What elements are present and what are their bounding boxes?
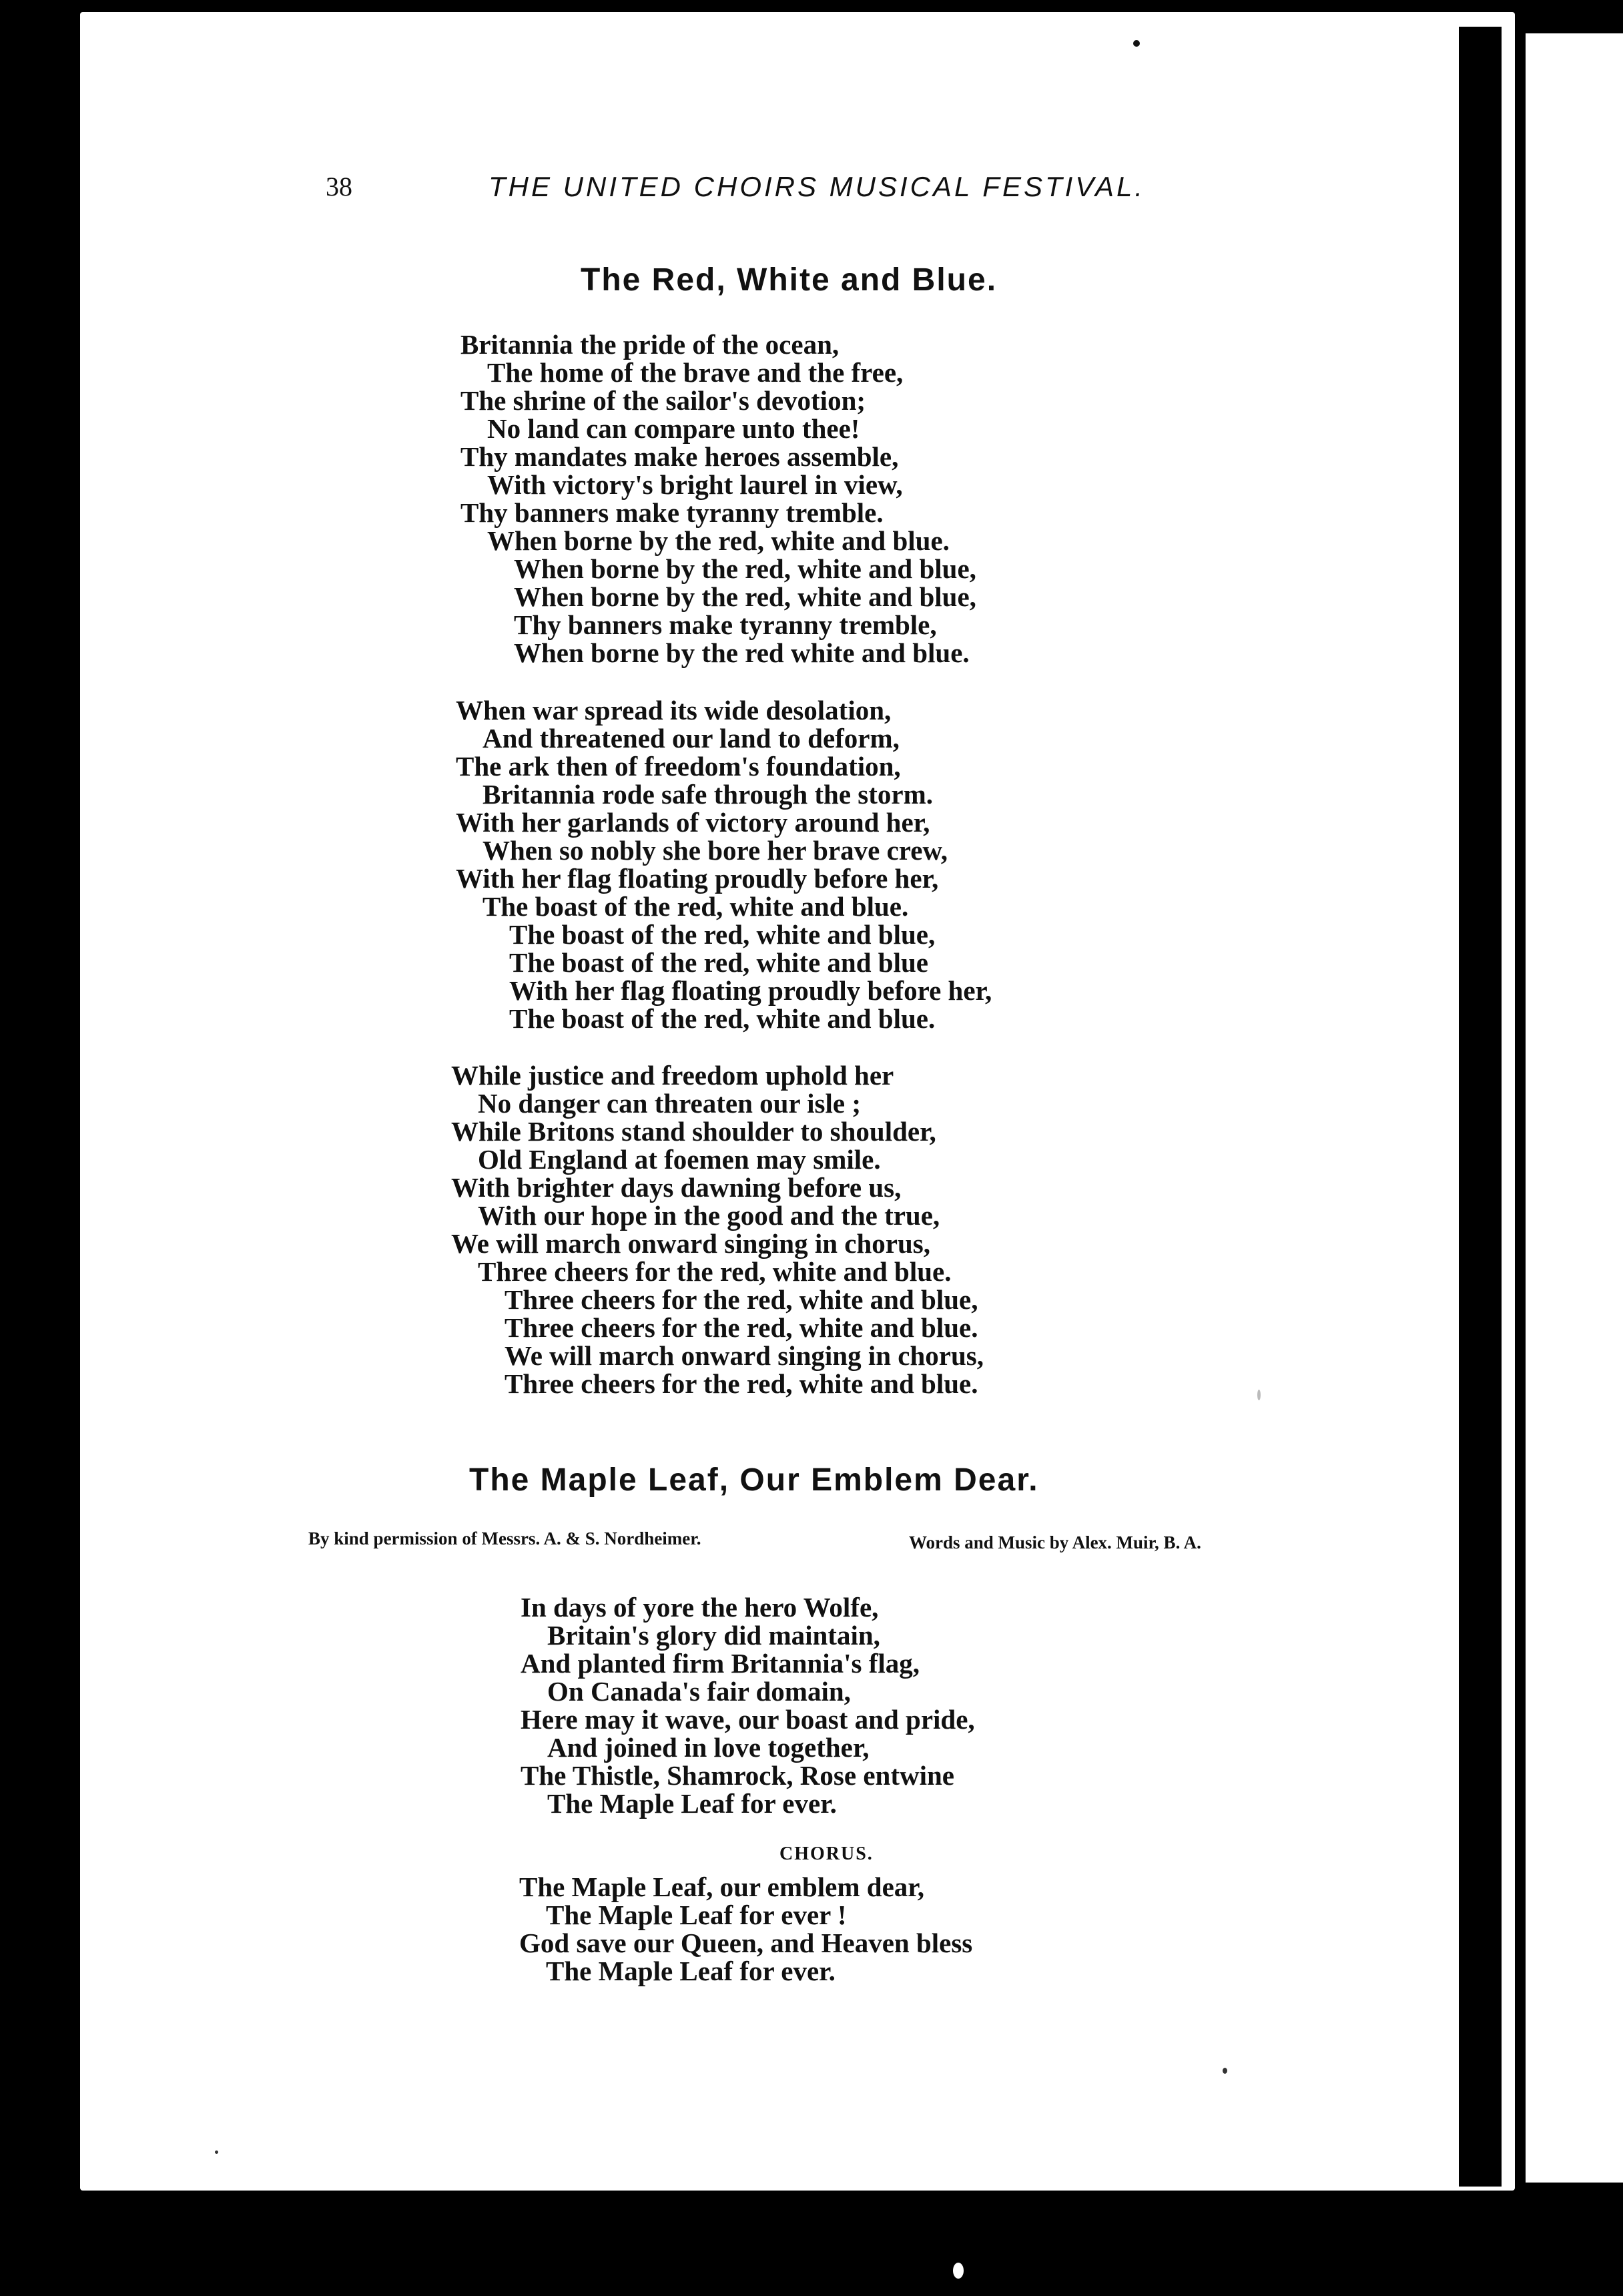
poem-line: The home of the brave and the free, <box>487 357 904 388</box>
poem-line: The boast of the red, white and blue <box>509 947 928 978</box>
song-title-red-white-blue: The Red, White and Blue. <box>581 262 998 298</box>
scan-speck <box>953 2263 964 2279</box>
poem-line: When borne by the red white and blue. <box>514 637 970 668</box>
poem-line: Britain's glory did maintain, <box>547 1620 880 1651</box>
poem-line: The Thistle, Shamrock, Rose entwine <box>521 1760 954 1791</box>
poem-line: When so nobly she bore her brave crew, <box>482 835 948 866</box>
page-number: 38 <box>326 172 352 202</box>
poem-line: While justice and freedom uphold her <box>451 1060 894 1091</box>
poem-line: Thy banners make tyranny tremble. <box>460 497 884 528</box>
poem-line: The boast of the red, white and blue, <box>509 919 936 950</box>
poem-line: Here may it wave, our boast and pride, <box>521 1704 975 1735</box>
scan-speck <box>1223 2068 1227 2074</box>
poem-line: No danger can threaten our isle ; <box>478 1088 861 1119</box>
maple-leaf-verse <box>521 1593 975 1817</box>
running-title: THE UNITED CHOIRS MUSICAL FESTIVAL. <box>489 171 1146 202</box>
poem-line: We will march onward singing in chorus, <box>451 1228 930 1259</box>
poem-line: The ark then of freedom's foundation, <box>456 751 901 782</box>
poem-line: On Canada's fair domain, <box>547 1676 851 1707</box>
poem-line: Three cheers for the red, white and blue, <box>505 1284 978 1315</box>
poem-line: When borne by the red, white and blue, <box>514 581 976 612</box>
facing-page-edge <box>1526 33 1623 2183</box>
poem-line: And planted firm Britannia's flag, <box>521 1648 920 1679</box>
poem-line: With her garlands of victory around her, <box>456 807 930 838</box>
poem-line: The Maple Leaf for ever ! <box>546 1900 847 1930</box>
poem-line: When borne by the red, white and blue, <box>514 553 976 584</box>
song-title-maple-leaf: The Maple Leaf, Our Emblem Dear. <box>469 1462 1039 1498</box>
poem-line: Britannia rode safe through the storm. <box>482 779 933 810</box>
poem-line: The Maple Leaf for ever. <box>546 1956 836 1986</box>
poem-line: The boast of the red, white and blue. <box>482 891 909 922</box>
poem-line: With her flag floating proudly before her, <box>456 863 939 894</box>
verse-1 <box>460 330 976 667</box>
poem-line: With victory's bright laurel in view, <box>487 469 903 500</box>
poem-line: The Maple Leaf, our emblem dear, <box>519 1872 924 1902</box>
poem-line: With her flag floating proudly before her, <box>509 975 992 1006</box>
poem-line: Three cheers for the red, white and blue. <box>505 1368 978 1399</box>
maple-leaf-chorus <box>519 1873 972 1985</box>
author-credit: Words and Music by Alex. Muir, B. A. <box>909 1532 1201 1552</box>
scan-speck <box>1133 40 1140 47</box>
poem-line: With our hope in the good and the true, <box>478 1200 940 1231</box>
chorus-label: CHORUS. <box>779 1843 874 1864</box>
poem-line: No land can compare unto thee! <box>487 413 860 444</box>
poem-line: The boast of the red, white and blue. <box>509 1003 936 1034</box>
poem-line: When borne by the red, white and blue. <box>487 525 950 556</box>
poem-line: And threatened our land to deform, <box>482 723 900 754</box>
poem-line: Britannia the pride of the ocean, <box>460 329 840 360</box>
poem-line: Old England at foemen may smile. <box>478 1144 881 1175</box>
poem-line: We will march onward singing in chorus, <box>505 1340 984 1371</box>
page-gutter <box>1459 27 1502 2187</box>
poem-line: The Maple Leaf for ever. <box>547 1788 837 1819</box>
scan-speck <box>1257 1390 1261 1400</box>
poem-line: Thy mandates make heroes assemble, <box>460 441 899 472</box>
poem-line: In days of yore the hero Wolfe, <box>521 1592 879 1623</box>
poem-line: With brighter days dawning before us, <box>451 1172 902 1203</box>
poem-line: Thy banners make tyranny tremble, <box>514 609 937 640</box>
poem-line: The shrine of the sailor's devotion; <box>460 385 866 416</box>
poem-line: And joined in love together, <box>547 1732 870 1763</box>
scan-speck <box>215 2150 218 2154</box>
poem-line: Three cheers for the red, white and blue. <box>478 1256 952 1287</box>
permission-credit: By kind permission of Messrs. A. & S. Nordheimer. <box>308 1528 701 1548</box>
poem-line: Three cheers for the red, white and blue. <box>505 1312 978 1343</box>
verse-2 <box>456 696 992 1033</box>
poem-line: While Britons stand shoulder to shoulder, <box>451 1116 936 1147</box>
poem-line: God save our Queen, and Heaven bless <box>519 1928 973 1958</box>
verse-3 <box>451 1061 984 1398</box>
poem-line: When war spread its wide desolation, <box>456 695 892 726</box>
